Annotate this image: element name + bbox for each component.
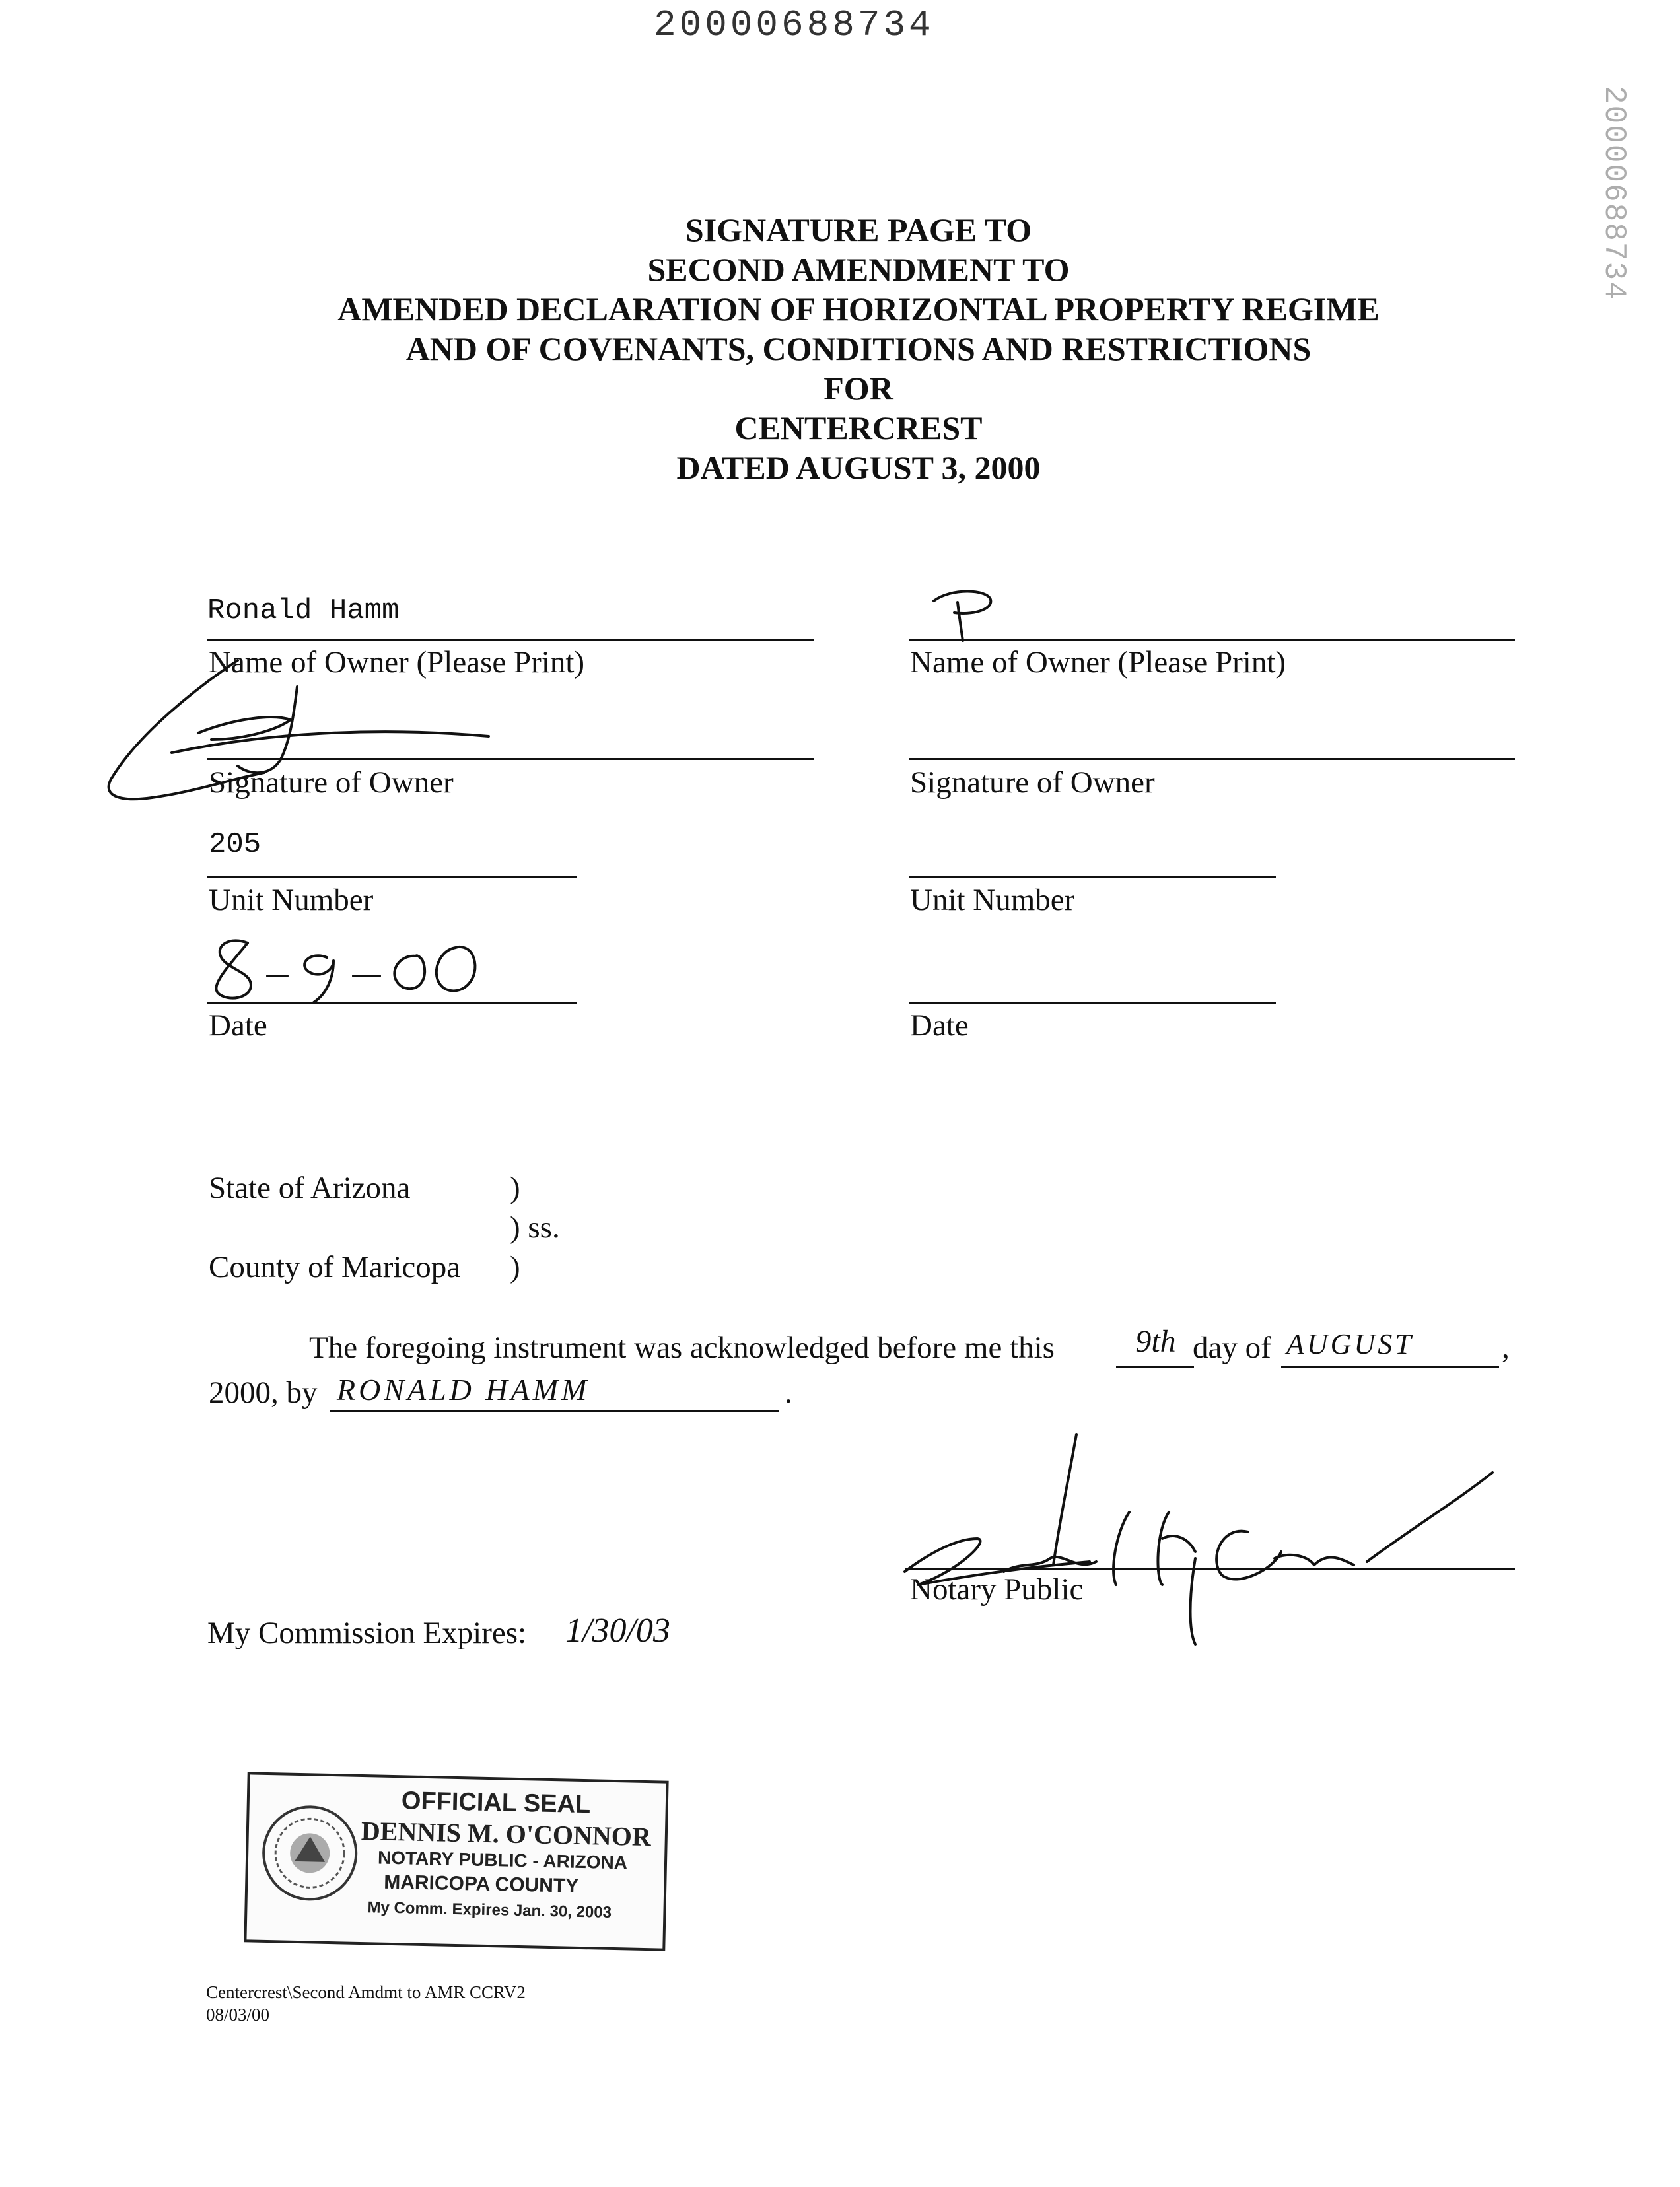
acknowledgment-text: The foregoing instrument was acknowledged before me this: [309, 1331, 1055, 1365]
notary-signature-scribble: [878, 1426, 1512, 1651]
co-owner-unit-line: [909, 876, 1276, 878]
acknowledgment-month-line: [1281, 1366, 1499, 1368]
co-owner-name-line: [909, 639, 1515, 641]
acknowledgment-day: 9th: [1135, 1324, 1176, 1359]
unit-number-typed: 205: [209, 828, 262, 861]
owner-name-label: Name of Owner (Please Print): [209, 645, 585, 679]
co-owner-unit-label: Unit Number: [910, 883, 1075, 917]
notary-public-label: Notary Public: [910, 1572, 1084, 1607]
unit-number-label: Unit Number: [209, 883, 374, 917]
co-owner-name-handwritten: [925, 581, 1004, 647]
title-line-6: CENTERCREST: [734, 409, 983, 446]
unit-number-line: [207, 876, 577, 878]
commission-expires-label: My Commission Expires:: [207, 1616, 527, 1650]
venue-county: County of Maricopa: [209, 1250, 461, 1284]
date-label: Date: [209, 1008, 267, 1043]
footer-file-reference: [206, 1981, 526, 2026]
acknowledgment-day-of: day of: [1193, 1331, 1271, 1365]
acknowledgment-by-name: RONALD HAMM: [337, 1373, 590, 1406]
title-line-2: SECOND AMENDMENT TO: [647, 251, 1070, 288]
acknowledgment-day-line: [1116, 1366, 1194, 1368]
owner-name-line: [207, 639, 814, 641]
title-line-7: DATED AUGUST 3, 2000: [676, 449, 1041, 486]
title-line-5: FOR: [823, 370, 893, 407]
acknowledgment-year-by: 2000, by: [209, 1375, 318, 1410]
venue-county-paren: ): [510, 1250, 520, 1284]
seal-notary-state: NOTARY PUBLIC - ARIZONA: [377, 1847, 628, 1873]
seal-county: MARICOPA COUNTY: [383, 1871, 579, 1897]
title-line-1: SIGNATURE PAGE TO: [685, 211, 1032, 248]
venue-state-paren: ): [510, 1171, 520, 1205]
owner-name-typed: Ronald Hamm: [207, 594, 400, 627]
footer-file-date: 08/03/00: [206, 2005, 270, 2025]
date-handwritten: [198, 924, 542, 1010]
document-title: [264, 210, 1453, 487]
venue-state: State of Arizona: [209, 1171, 411, 1205]
owner-signature-scribble: [99, 647, 508, 819]
notary-signature-line: [905, 1568, 1515, 1570]
co-owner-signature-line: [909, 758, 1515, 760]
official-notary-seal: [244, 1772, 668, 1951]
acknowledgment-name-line: [330, 1410, 779, 1412]
venue-ss: ) ss.: [510, 1210, 560, 1245]
co-owner-name-label: Name of Owner (Please Print): [910, 645, 1286, 679]
acknowledgment-period: .: [785, 1375, 792, 1410]
title-line-3: AMENDED DECLARATION OF HORIZONTAL PROPERTY REGIME: [337, 291, 1380, 328]
commission-expires-date: 1/30/03: [565, 1612, 670, 1649]
date-line: [207, 1002, 577, 1004]
acknowledgment-month: AUGUST: [1286, 1328, 1414, 1360]
title-line-4: AND OF COVENANTS, CONDITIONS AND RESTRICTIONS: [405, 330, 1312, 367]
side-recording-stamp: 20000688734: [1597, 86, 1631, 301]
acknowledgment-comma: ,: [1502, 1331, 1510, 1365]
owner-signature-label: Signature of Owner: [209, 765, 454, 800]
state-seal-emblem: [260, 1803, 361, 1904]
footer-file-path: Centercrest\Second Amdmt to AMR CCRV2: [206, 1982, 526, 2002]
co-owner-date-line: [909, 1002, 1276, 1004]
seal-notary-name: DENNIS M. O'CONNOR: [361, 1815, 652, 1852]
co-owner-signature-label: Signature of Owner: [910, 765, 1155, 800]
co-owner-date-label: Date: [910, 1008, 969, 1043]
recording-number: 20000688734: [654, 4, 934, 46]
seal-title: OFFICIAL SEAL: [401, 1787, 591, 1819]
seal-expiration: My Comm. Expires Jan. 30, 2003: [367, 1898, 612, 1922]
